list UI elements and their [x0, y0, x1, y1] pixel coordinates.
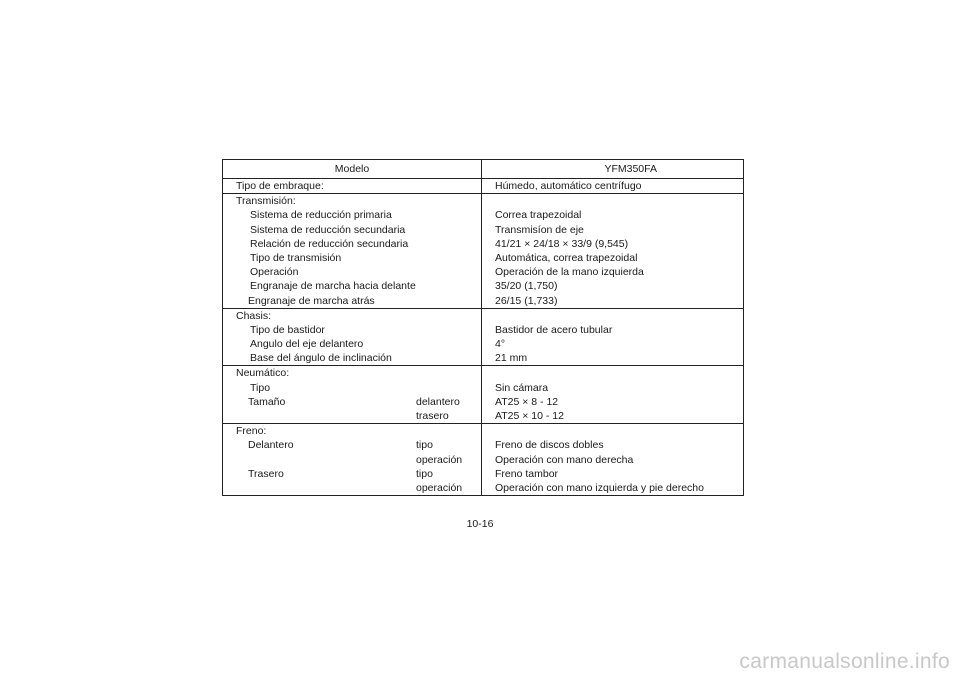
spec-value-cell	[482, 308, 744, 366]
spec-value: 41/21 × 24/18 × 33/9 (9,545)	[495, 237, 629, 250]
spec-label-text: Relación de reducción secundaria	[250, 237, 409, 250]
spec-sublabel: tipo	[416, 439, 433, 452]
spec-label	[223, 279, 481, 293]
table-header-row	[223, 160, 744, 179]
spec-label	[223, 453, 481, 467]
spec-value	[482, 309, 743, 323]
spec-sublabel: tipo	[416, 467, 433, 480]
spec-group-row	[223, 179, 744, 194]
spec-value: Operación de la mano izquierda	[495, 266, 644, 279]
spec-label	[223, 309, 481, 323]
spec-value-cell	[482, 424, 744, 496]
spec-group-row	[223, 424, 744, 496]
spec-value: Freno tambor	[495, 467, 559, 480]
spec-value: Automática, correa trapezoidal	[495, 251, 638, 264]
spec-label-text: Base del ángulo de inclinación	[250, 352, 392, 365]
header-model-label: Modelo	[223, 160, 482, 179]
spec-value	[482, 194, 743, 208]
spec-label-cell	[223, 179, 482, 194]
spec-label	[223, 223, 481, 237]
spec-value: Freno de discos dobles	[495, 439, 604, 452]
spec-label-text: Tipo de embraque:	[236, 180, 324, 192]
spec-label-text: Tipo de transmisión	[250, 251, 342, 264]
spec-label	[223, 481, 481, 495]
spec-sublabel: operación	[416, 453, 463, 466]
spec-label	[223, 337, 481, 351]
spec-label-text: Operación	[250, 266, 299, 279]
spec-label-text: Freno:	[236, 425, 267, 438]
spec-value: Operación con mano derecha	[495, 453, 634, 466]
spec-label	[223, 237, 481, 251]
spec-value-cell	[482, 366, 744, 424]
spec-value-cell	[482, 194, 744, 309]
spec-label	[223, 467, 481, 481]
spec-label	[223, 409, 481, 423]
spec-label	[223, 265, 481, 279]
spec-value: 4°	[495, 338, 506, 351]
spec-sublabel: operación	[416, 481, 463, 494]
spec-label	[223, 366, 481, 380]
spec-label-text: Chasis:	[236, 309, 272, 322]
spec-label-text: Tipo	[250, 381, 271, 394]
spec-label-text: Transmisión:	[236, 195, 296, 208]
spec-label-text: Engranaje de marcha hacia delante	[250, 280, 416, 293]
spec-label	[223, 208, 481, 222]
spec-label-text: Trasero	[248, 467, 284, 480]
spec-label	[223, 323, 481, 337]
spec-label	[223, 194, 481, 208]
spec-sublabel: trasero	[416, 410, 449, 422]
spec-value: Operación con mano izquierda y pie derecho	[495, 481, 704, 494]
spec-label-cell	[223, 194, 482, 309]
spec-label-cell	[223, 366, 482, 424]
spec-group-row	[223, 194, 744, 309]
spec-label	[223, 179, 481, 193]
spec-label	[223, 251, 481, 265]
spec-label-cell	[223, 308, 482, 366]
spec-value	[482, 424, 743, 438]
spec-label-text: Engranaje de marcha atrás	[248, 294, 375, 307]
spec-label-text: Neumático:	[236, 367, 290, 380]
spec-value: Bastidor de acero tubular	[495, 323, 613, 336]
watermark: carmanualsonline.info	[739, 650, 950, 673]
spec-label	[223, 351, 481, 365]
spec-label	[223, 381, 481, 395]
spec-value: Húmedo, automático centrífugo	[495, 180, 642, 192]
spec-label-text: Delantero	[248, 439, 294, 452]
spec-label	[223, 294, 481, 308]
spec-value: Sin cámara	[495, 381, 549, 394]
spec-sublabel: delantero	[416, 395, 460, 408]
spec-table	[222, 159, 744, 496]
spec-group-row	[223, 366, 744, 424]
spec-label	[223, 438, 481, 452]
spec-value: 35/20 (1,750)	[495, 280, 558, 293]
spec-label	[223, 395, 481, 409]
spec-group-row	[223, 308, 744, 366]
spec-value: Correa trapezoidal	[495, 209, 582, 222]
spec-value	[482, 366, 743, 380]
spec-label	[223, 424, 481, 438]
spec-label-text: Tipo de bastidor	[250, 323, 325, 336]
spec-value: AT25 × 8 - 12	[495, 395, 559, 408]
spec-label-text: Angulo del eje delantero	[250, 338, 364, 351]
page-number: 10-16	[466, 518, 494, 530]
spec-value-cell	[482, 179, 744, 194]
header-model-value: YFM350FA	[482, 160, 744, 179]
spec-label-cell	[223, 424, 482, 496]
spec-label-text: Sistema de reducción primaria	[250, 209, 392, 222]
spec-value: Transmisíon de eje	[495, 223, 584, 236]
spec-value: 21 mm	[495, 352, 528, 365]
spec-value: 26/15 (1,733)	[495, 294, 558, 307]
spec-value: AT25 × 10 - 12	[495, 410, 564, 422]
spec-label-text: Sistema de reducción secundaria	[250, 223, 406, 236]
spec-label-text: Tamaño	[248, 395, 286, 408]
